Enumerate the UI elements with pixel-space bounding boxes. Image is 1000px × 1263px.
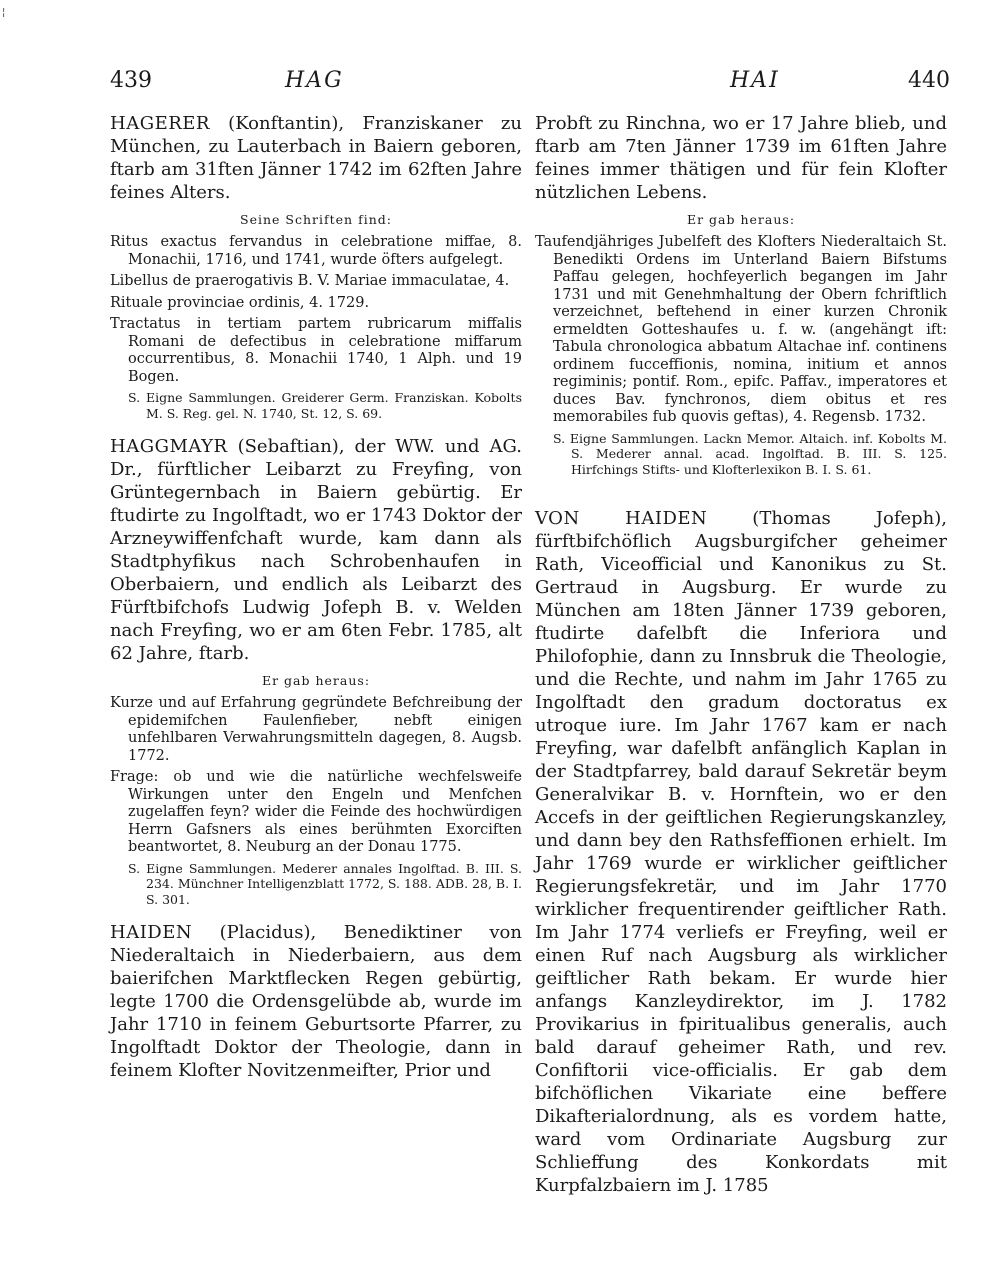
running-head-right: HAI [730, 68, 780, 93]
entry-text [535, 507, 947, 1197]
work-item: Ritus exactus fervandus in celebratione miffae, 8. Monachii, 1716, und 1741, wurde öfters aufgelegt. [110, 234, 522, 268]
entry-body: (Placidus), Benediktiner von Niederaltaich in Niederbaiern, aus dem baierifchen Marktflecken Regen gebürtig, legte 1700 die Ordensgelübde ab, wurde im Jahr 1710 in feinem Geburtsorte Pfarrer, zu Ingolftadt Doktor der Theologie, dann in feinem Klofter Novitzenmeifter, Prior und [110, 922, 522, 1081]
edge-mark: ¦ [2, 7, 6, 18]
right-column [535, 112, 947, 1197]
work-item: Frage: ob und wie die natürliche wechfelsweife Wirkungen unter den Engeln und Menfchen zugelaffen feyn? wider die Feinde des hochwürdigen Herrn Gafsners als eines berühmten Exorciften beantwortet, 8. Neuburg an der Donau 1775. [110, 769, 522, 855]
entry-hagerer [110, 112, 522, 421]
sources-note: S. Eigne Sammlungen. Greiderer Germ. Franziskan. Kobolts M. S. Reg. gel. N. 1740, St. 12, S. 69. [128, 390, 522, 421]
entry-text [110, 112, 522, 204]
entry-name: HAGERER [110, 113, 210, 134]
entry-body: (Konftantin), Franziskaner zu München, zu Lauterbach in Baiern geboren, ftarb am 31ften Jänner 1742 im 62ften Jahre feines Alters. [110, 113, 522, 203]
entry-body: (Thomas Jofeph), fürftbifchöflich Augsburgifcher geheimer Rath, Viceofficial und Kanonikus zu St. Gertraud in Augsburg. Er wurde zu München am 18ten Jänner 1739 geboren, ftudirte dafelbft die Inferiora und Philofophie, dann zu Innsbruk die Theologie, und die Rechte, und nahm im Jahr 1765 zu Ingolftadt den gradum doctoratus ex utroque iure. Im Jahr 1767 kam er nach Freyfing, war dafelbft anfänglich Kaplan in der Stadtpfarrey, bald darauf Sekretär beym Generalvikar B. v. Hornftein, wo er den Accefs in der geiftlichen Regierungskanzley, und dann bey den Rathsfeffionen erhielt. Im Jahr 1769 wurde er wirklicher geiftlicher Regierungsfekretär, und im Jahr 1770 wirklicher frequentirender geiftlicher Rath. Im Jahr 1774 verliefs er Freyfing, weil er einen Ruf nach Augsburg als wirklicher geiftlicher Rath bekam. Er wurde hier anfangs Kanzleydirektor, im J. 1782 Provikarius in fpiritualibus generalis, auch bald darauf geheimer Rath, und rev. Confiftorii vice-officialis. Er gab dem bifchöflichen Vikariate eine beffere Dikafterialordnung, als es vordem hatte, ward vom Ordinariate Augsburg zur Schlieffung des Konkordats mit Kurpfalzbaiern im J. 1785 [535, 508, 947, 1196]
work-item: Taufendjähriges Jubelfeft des Klofters Niederaltaich St. Benedikti Ordens im Unterland Baiern Bifstums Paffau gelegen, hochfeyerlich begangen im Jahr 1731 und mit Genehmhaltung der Obern fchriftlich verzeichnet, beftehend in einer kurzen Chronik ermeldten Gotteshaufes u. f. w. (angehängt ift: Tabula chronologica abbatum Altachae inf. continens ordinem fucceffionis, nomina, initium et annos regiminis; pontif. Rom., epifc. Paffav., imperatores et duces Bav. fynchronos, diem obitus et res memorabiles fub quovis geftas), 4. Regensb. 1732. [535, 234, 947, 425]
running-head-left: HAG [285, 68, 344, 93]
left-column [110, 112, 522, 1082]
entry-body: (Sebaftian), der WW. und AG. Dr., fürftlicher Leibarzt zu Freyfing, von Grüntegernbach in Baiern gebürtig. Er ftudirte zu Ingolftadt, wo er 1743 Doktor der Arzneywiffenfchaft wurde, kam dann als Stadtphyfikus nach Schrobenhaufen in Oberbaiern, und endlich als Leibarzt des Fürftbifchofs Ludwig Jofeph B. v. Welden nach Freyfing, wo er am 6ten Febr. 1785, alt 62 Jahre, ftarb. [110, 436, 522, 664]
entry-haiden-thomas [535, 507, 947, 1197]
entry-text [110, 435, 522, 665]
entry-haiden-placidus [110, 921, 522, 1082]
sources-note: S. Eigne Sammlungen. Lackn Memor. Altaich. inf. Kobolts M. S. Mederer annal. acad. Ingolftad. B. III. S. 125. Hirfchings Stifts- und Klofterlexikon B. I. S. 61. [553, 430, 947, 477]
work-item: Libellus de praerogativis B. V. Mariae immaculatae, 4. [110, 273, 510, 289]
entry-body: Probft zu Rinchna, wo er 17 Jahre blieb, und ftarb am 7ten Jänner 1739 im 61ften Jahre feines immer thätigen und für fein Klofter nützlichen Lebens. [535, 113, 947, 203]
work-item: Rituale provinciae ordinis, 4. 1729. [110, 294, 370, 311]
works-heading: Er gab heraus: [686, 212, 796, 227]
running-header [110, 68, 950, 102]
works-heading: Seine Schriften find: [240, 212, 392, 227]
entry-name: HAGGMAYR [110, 436, 228, 457]
entry-name: HAIDEN [110, 922, 193, 943]
entry-haiden-placidus-continued [535, 112, 947, 477]
page-number-right: 440 [908, 68, 950, 93]
entry-haggmayr [110, 435, 522, 907]
sources-note: S. Eigne Sammlungen. Mederer annales Ingolftad. B. III. S. 234. Münchner Intelligenzblatt 1772, S. 188. ADB. 28, B. I. S. 301. [128, 860, 522, 907]
page-number-left: 439 [110, 68, 152, 93]
works-heading: Er gab heraus: [261, 673, 371, 688]
entry-text [110, 921, 522, 1082]
work-item: Tractatus in tertiam partem rubricarum miffalis Romani de defectibus in celebratione miffarum occurrentibus, 8. Monachii 1740, 1 Alph. und 19 Bogen. [110, 316, 522, 385]
work-item: Kurze und auf Erfahrung gegründete Befchreibung der epidemifchen Faulenfieber, nebft einigen unfehlbaren Verwahrungsmitteln dagegen, 8. Augsb. 1772. [110, 695, 522, 764]
entry-name: VON HAIDEN [535, 508, 708, 529]
